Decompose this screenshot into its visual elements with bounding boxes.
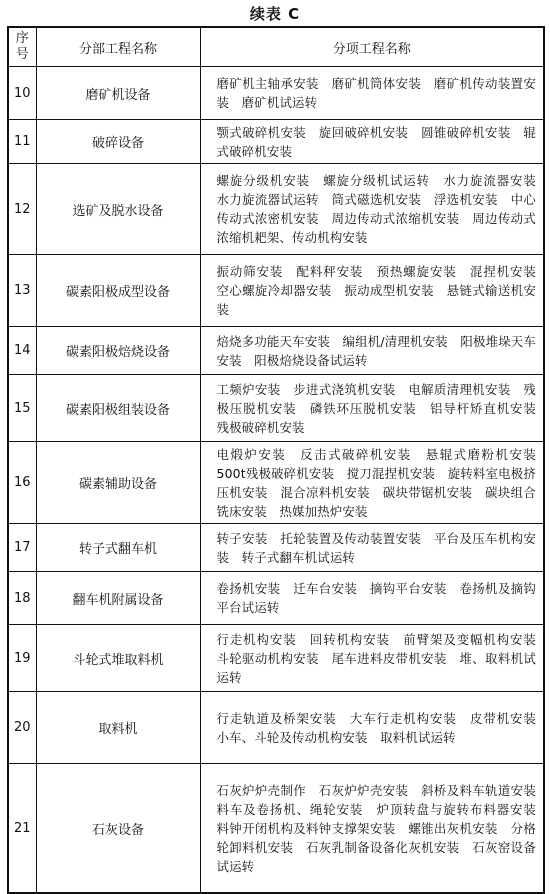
header-serial-number bbox=[8, 27, 36, 67]
row-number: 11 bbox=[8, 120, 36, 164]
row-part-name: 斗轮式堆取料机 bbox=[36, 625, 200, 692]
row-item-names: 行走轨道及桥架安装 大车行走机构安装 皮带机安装 小车、斗轮及传动机构安装 取料机试运转 bbox=[200, 692, 544, 764]
row-part-name: 碳素阳极成型设备 bbox=[36, 255, 200, 327]
row-number: 20 bbox=[8, 692, 36, 764]
row-item-names: 石灰炉炉壳制作 石灰炉炉壳安装 斜桥及料车轨道安装 料车及卷扬机、绳轮安装 炉顶转盘与旋转布料器安装 料钟开闭机构及料钟支撑架安装 螺锥出灰机安装 分格轮卸料机安装 石灰乳制备设备化灰机安装 石灰窑设备试运转 bbox=[200, 764, 544, 894]
header-item-names: 分项工程名称 bbox=[200, 27, 544, 67]
row-part-name: 选矿及脱水设备 bbox=[36, 164, 200, 255]
table-row bbox=[8, 255, 544, 327]
table-row bbox=[8, 692, 544, 764]
table-row bbox=[8, 120, 544, 164]
table-row bbox=[8, 572, 544, 625]
row-part-name: 碳素阳极组装设备 bbox=[36, 375, 200, 442]
subproject-table bbox=[7, 26, 549, 894]
row-item-names: 工频炉安装 步进式浇筑机安装 电解质清理机安装 残极压脱机安装 磷铁环压脱机安装 铝导杆矫直机安装 残极破碎机安装 bbox=[200, 375, 544, 442]
table-row bbox=[8, 67, 544, 120]
row-number: 18 bbox=[8, 572, 36, 625]
table-row bbox=[8, 442, 544, 524]
table-row bbox=[8, 375, 544, 442]
row-part-name: 取料机 bbox=[36, 692, 200, 764]
row-part-name: 翻车机附属设备 bbox=[36, 572, 200, 625]
row-number: 16 bbox=[8, 442, 36, 524]
header-serial-line2: 号 bbox=[15, 47, 29, 62]
row-number: 13 bbox=[8, 255, 36, 327]
row-part-name: 石灰设备 bbox=[36, 764, 200, 894]
header-part-name: 分部工程名称 bbox=[36, 27, 200, 67]
row-item-names: 电煅炉安装 反击式破碎机安装 悬辊式磨粉机安装 500t残极破碎机安装 搅刀混捏机安装 旋转料室电极挤压机安装 混合凉料机安装 碳块带锯机安装 碳块组合铣床安装 热媒加热炉安装 bbox=[200, 442, 544, 524]
row-item-names: 螺旋分级机安装 螺旋分级机试运转 水力旋流器安装 水力旋流器试运转 筒式磁选机安装 浮选机安装 中心传动式浓密机安装 周边传动式浓缩机安装 周边传动式浓缩机耙架、传动机构安装 bbox=[200, 164, 544, 255]
table-header-row bbox=[8, 27, 544, 67]
row-part-name: 碳素阳极焙烧设备 bbox=[36, 327, 200, 375]
table-row bbox=[8, 524, 544, 572]
row-item-names: 卷扬机安装 迁车台安装 摘钩平台安装 卷扬机及摘钩平台试运转 bbox=[200, 572, 544, 625]
table-row bbox=[8, 625, 544, 692]
row-number: 19 bbox=[8, 625, 36, 692]
row-item-names: 焙烧多功能天车安装 编组机/清理机安装 阳极堆垛天车安装 阳极焙烧设备试运转 bbox=[200, 327, 544, 375]
table-row bbox=[8, 764, 544, 894]
table-row bbox=[8, 164, 544, 255]
row-number: 21 bbox=[8, 764, 36, 894]
row-item-names: 颚式破碎机安装 旋回破碎机安装 圆锥破碎机安装 辊式破碎机安装 bbox=[200, 120, 544, 164]
row-item-names: 振动筛安装 配料秤安装 预热螺旋安装 混捏机安装 空心螺旋冷却器安装 振动成型机安装 悬链式输送机安装 bbox=[200, 255, 544, 327]
header-serial-line1: 序 bbox=[15, 31, 29, 46]
row-part-name: 磨矿机设备 bbox=[36, 67, 200, 120]
row-number: 17 bbox=[8, 524, 36, 572]
row-item-names: 行走机构安装 回转机构安装 前臂架及变幅机构安装 斗轮驱动机构安装 尾车进料皮带机安装 堆、取料机试运转 bbox=[200, 625, 544, 692]
row-part-name: 转子式翻车机 bbox=[36, 524, 200, 572]
row-item-names: 磨矿机主轴承安装 磨矿机筒体安装 磨矿机传动装置安装 磨矿机试运转 bbox=[200, 67, 544, 120]
row-number: 14 bbox=[8, 327, 36, 375]
table-row bbox=[8, 327, 544, 375]
row-number: 12 bbox=[8, 164, 36, 255]
row-item-names: 转子安装 托轮装置及传动装置安装 平台及压车机构安装 转子式翻车机试运转 bbox=[200, 524, 544, 572]
row-number: 10 bbox=[8, 67, 36, 120]
row-part-name: 破碎设备 bbox=[36, 120, 200, 164]
row-part-name: 碳素辅助设备 bbox=[36, 442, 200, 524]
table-caption: 续表 C bbox=[249, 5, 301, 23]
row-number: 15 bbox=[8, 375, 36, 442]
